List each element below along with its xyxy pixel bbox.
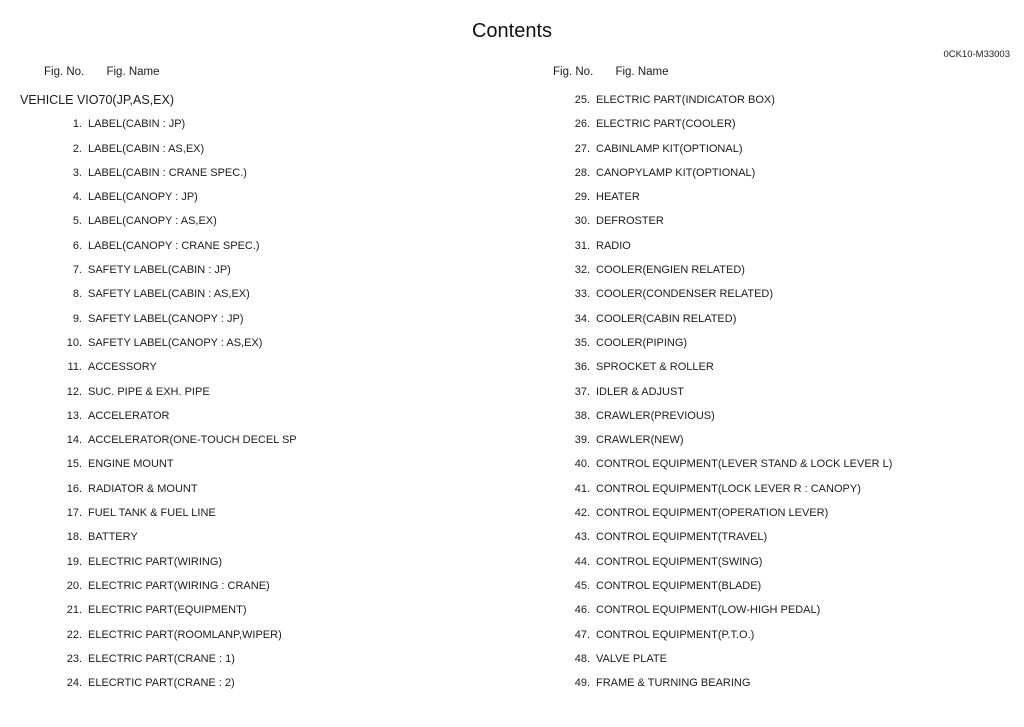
fig-number: 16. — [66, 482, 82, 495]
fig-name: ACCELERATOR — [88, 409, 170, 422]
fig-number: 22. — [66, 628, 82, 641]
fig-number: 31. — [574, 239, 590, 252]
fig-name: SAFETY LABEL(CANOPY : JP) — [88, 312, 244, 325]
fig-number: 26. — [574, 118, 590, 131]
fig-number: 41. — [574, 482, 590, 495]
fig-no-header: Fig. No. — [553, 66, 594, 78]
toc-entry — [20, 647, 516, 671]
toc-entry — [528, 550, 1024, 574]
fig-name: LABEL(CANOPY : AS,EX) — [88, 215, 217, 228]
fig-name: ACCELERATOR(ONE-TOUCH DECEL SP — [88, 434, 297, 447]
fig-number: 10. — [66, 336, 82, 349]
fig-name: ACCESSORY — [88, 361, 157, 374]
toc-entry — [528, 501, 1024, 525]
fig-name: COOLER(CONDENSER RELATED) — [596, 288, 774, 301]
fig-name: ELECRTIC PART(CRANE : 2) — [88, 677, 235, 690]
fig-name: CRAWLER(NEW) — [596, 434, 684, 447]
fig-name: ELECTRIC PART(INDICATOR BOX) — [596, 94, 775, 106]
fig-name: ELECTRIC PART(WIRING : CRANE) — [88, 579, 270, 592]
toc-entry — [528, 647, 1024, 671]
fig-number: 4. — [72, 191, 82, 204]
fig-number: 8. — [72, 288, 82, 301]
fig-name: CABINLAMP KIT(OPTIONAL) — [596, 142, 743, 155]
fig-number: 48. — [574, 652, 590, 665]
fig-name: HEATER — [596, 191, 640, 204]
fig-name: LABEL(CABIN : CRANE SPEC.) — [88, 166, 247, 179]
fig-name: ELECTRIC PART(CRANE : 1) — [88, 652, 235, 665]
toc-entry — [528, 307, 1024, 331]
toc-entry — [528, 161, 1024, 185]
fig-number: 23. — [66, 652, 82, 665]
fig-name: CONTROL EQUIPMENT(P.T.O.) — [596, 628, 755, 641]
fig-number: 11. — [67, 361, 82, 374]
toc-entry — [20, 574, 516, 598]
fig-name: CONTROL EQUIPMENT(TRAVEL) — [596, 531, 768, 544]
toc-entry — [20, 671, 516, 695]
fig-number: 28. — [574, 166, 590, 179]
toc-entry — [20, 355, 516, 379]
toc-entry — [528, 331, 1024, 355]
fig-name: CONTROL EQUIPMENT(LOW-HIGH PEDAL) — [596, 604, 821, 617]
toc-entry — [528, 428, 1024, 452]
fig-number: 24. — [66, 677, 82, 690]
fig-name-header: Fig. Name — [615, 66, 669, 78]
fig-name: COOLER(PIPING) — [596, 336, 688, 349]
fig-name: CANOPYLAMP KIT(OPTIONAL) — [596, 166, 756, 179]
fig-number: 33. — [574, 288, 590, 301]
fig-number: 1. — [72, 118, 82, 131]
fig-number: 39. — [574, 434, 590, 447]
fig-name: RADIO — [596, 239, 631, 252]
fig-name: SAFETY LABEL(CABIN : JP) — [88, 264, 231, 277]
fig-name: ELECTRIC PART(EQUIPMENT) — [88, 604, 247, 617]
toc-entry — [528, 137, 1024, 161]
fig-name: SAFETY LABEL(CABIN : AS,EX) — [88, 288, 250, 301]
fig-number: 7. — [72, 264, 82, 277]
fig-number: 38. — [574, 409, 590, 422]
fig-number: 49. — [574, 677, 590, 690]
fig-name: LABEL(CANOPY : JP) — [88, 191, 198, 204]
toc-entry — [528, 404, 1024, 428]
fig-name: LABEL(CANOPY : CRANE SPEC.) — [88, 239, 260, 252]
toc-entry — [20, 185, 516, 209]
toc-entry — [20, 380, 516, 404]
toc-entry — [528, 623, 1024, 647]
fig-name: COOLER(ENGIEN RELATED) — [596, 264, 745, 277]
fig-name: IDLER & ADJUST — [596, 385, 685, 398]
fig-name: CONTROL EQUIPMENT(LEVER STAND & LOCK LEVER L) — [596, 458, 893, 471]
toc-entry — [528, 574, 1024, 598]
fig-number: 12. — [66, 385, 82, 398]
fig-name: ELECTRIC PART(WIRING) — [88, 555, 223, 568]
toc-entry — [528, 355, 1024, 379]
toc-entry — [20, 428, 516, 452]
toc-entry — [20, 550, 516, 574]
fig-number: 36. — [574, 361, 590, 374]
fig-number: 5. — [72, 215, 82, 228]
toc-entry — [20, 452, 516, 476]
toc-entry — [528, 88, 1024, 112]
fig-name: VALVE PLATE — [596, 652, 667, 665]
toc-right-column — [528, 88, 1024, 695]
toc-left-column — [20, 88, 516, 695]
fig-number: 18. — [66, 531, 82, 544]
section-heading: VEHICLE VIO70(JP,AS,EX) — [20, 93, 174, 107]
fig-number: 19. — [66, 555, 82, 568]
toc-entry — [528, 452, 1024, 476]
fig-number: 43. — [574, 531, 590, 544]
toc-entry — [528, 477, 1024, 501]
toc-entry — [528, 525, 1024, 549]
fig-number: 20. — [66, 579, 82, 592]
toc-entry — [528, 598, 1024, 622]
fig-number: 13. — [66, 409, 82, 422]
toc-entry — [528, 380, 1024, 404]
fig-number: 35. — [574, 336, 590, 349]
fig-name: BATTERY — [88, 531, 138, 544]
fig-name: SAFETY LABEL(CANOPY : AS,EX) — [88, 336, 263, 349]
fig-number: 27. — [574, 142, 590, 155]
fig-name: FUEL TANK & FUEL LINE — [88, 507, 216, 520]
toc-entry — [528, 282, 1024, 306]
fig-name: ENGINE MOUNT — [88, 458, 174, 471]
toc-entry — [20, 137, 516, 161]
fig-number: 44. — [574, 555, 590, 568]
fig-name: LABEL(CABIN : JP) — [88, 118, 186, 131]
fig-name: CONTROL EQUIPMENT(SWING) — [596, 555, 763, 568]
toc-left-list — [20, 112, 516, 695]
toc-entry — [20, 258, 516, 282]
fig-number: 15. — [66, 458, 82, 471]
fig-number: 32. — [574, 264, 590, 277]
toc-entry — [20, 209, 516, 233]
toc-entry — [20, 623, 516, 647]
fig-name: SPROCKET & ROLLER — [596, 361, 714, 374]
fig-no-header: Fig. No. — [44, 66, 85, 78]
fig-number: 9. — [72, 312, 82, 325]
fig-number: 42. — [574, 507, 590, 520]
fig-name: CONTROL EQUIPMENT(BLADE) — [596, 579, 762, 592]
document-code: 0CK10-M33003 — [943, 49, 1010, 60]
fig-name: CONTROL EQUIPMENT(LOCK LEVER R : CANOPY) — [596, 482, 861, 495]
fig-name: ELECTRIC PART(ROOMLANP,WIPER) — [88, 628, 282, 641]
toc-entry — [20, 598, 516, 622]
toc-entry — [528, 185, 1024, 209]
fig-number: 46. — [574, 604, 590, 617]
fig-name: COOLER(CABIN RELATED) — [596, 312, 737, 325]
fig-name: FRAME & TURNING BEARING — [596, 677, 751, 690]
fig-number: 29. — [574, 191, 590, 204]
toc-entry — [528, 258, 1024, 282]
toc-entry — [528, 234, 1024, 258]
toc-entry — [20, 161, 516, 185]
fig-name-header: Fig. Name — [106, 66, 160, 78]
fig-number: 6. — [72, 239, 82, 252]
fig-name: CONTROL EQUIPMENT(OPERATION LEVER) — [596, 507, 829, 520]
fig-number: 3. — [72, 166, 82, 179]
fig-name: RADIATOR & MOUNT — [88, 482, 198, 495]
fig-name: ELECTRIC PART(COOLER) — [596, 118, 736, 131]
fig-number: 40. — [574, 458, 590, 471]
toc-entry — [20, 307, 516, 331]
fig-number: 21. — [66, 604, 82, 617]
fig-number: 37. — [574, 385, 590, 398]
fig-name: SUC. PIPE & EXH. PIPE — [88, 385, 210, 398]
left-column-header — [44, 66, 160, 78]
toc-entry — [20, 501, 516, 525]
toc-entry — [20, 112, 516, 136]
fig-number: 14. — [66, 434, 82, 447]
fig-number: 2. — [72, 142, 82, 155]
fig-number: 47. — [574, 628, 590, 641]
fig-name: DEFROSTER — [596, 215, 664, 228]
toc-entry — [528, 209, 1024, 233]
fig-number: 30. — [574, 215, 590, 228]
toc-entry — [528, 671, 1024, 695]
fig-name: LABEL(CABIN : AS,EX) — [88, 142, 205, 155]
toc-entry — [20, 477, 516, 501]
fig-number: 25. — [574, 94, 590, 106]
toc-entry — [20, 404, 516, 428]
toc-right-list — [528, 88, 1024, 695]
toc-entry — [20, 525, 516, 549]
right-column-header — [553, 66, 669, 78]
fig-number: 34. — [574, 312, 590, 325]
toc-entry — [20, 331, 516, 355]
fig-name: CRAWLER(PREVIOUS) — [596, 409, 715, 422]
toc-entry — [528, 112, 1024, 136]
fig-number: 45. — [574, 579, 590, 592]
toc-entry — [20, 282, 516, 306]
fig-number: 17. — [66, 507, 82, 520]
page-title: Contents — [471, 20, 553, 42]
toc-entry — [20, 234, 516, 258]
